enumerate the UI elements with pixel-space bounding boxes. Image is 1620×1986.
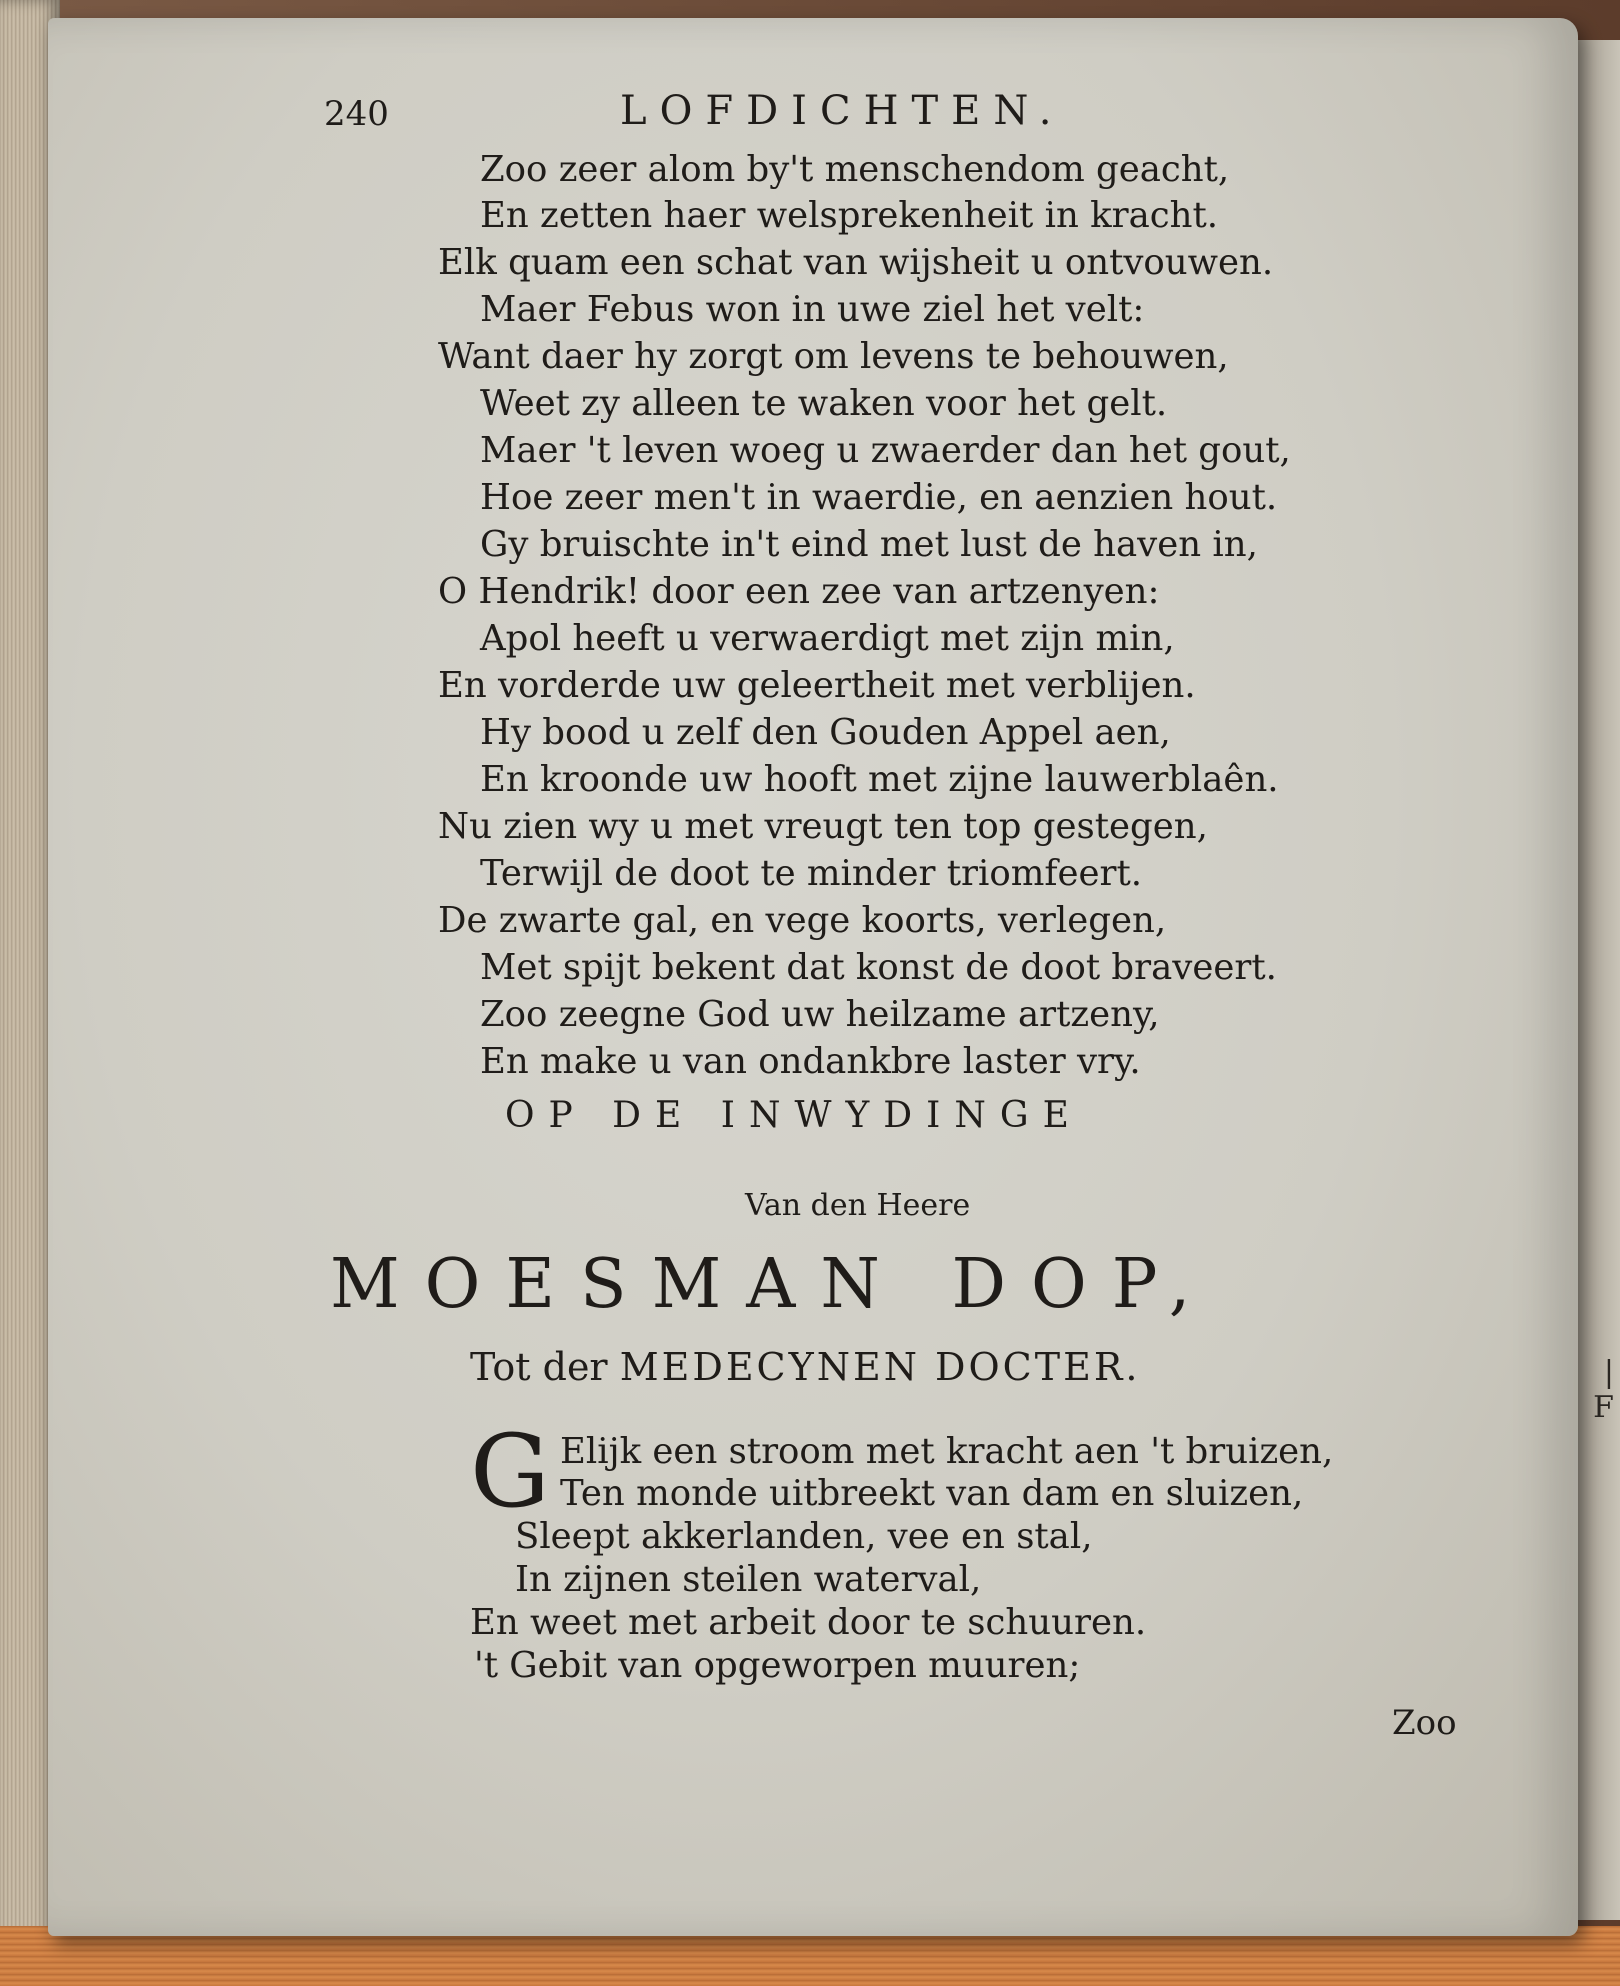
verse-line: Met spijt bekent dat konst de doot braveert. <box>480 947 1277 988</box>
verse-line: Sleept akkerlanden, vee en stal, <box>515 1516 1093 1557</box>
verse-line: Elijk een stroom met kracht aen 't bruizen, <box>560 1431 1334 1472</box>
page-number: 240 <box>324 94 389 134</box>
verse-line: 't Gebit van opgeworpen muuren; <box>474 1645 1081 1686</box>
poem-title-line-4 <box>470 1345 1141 1389</box>
verse-line: En weet met arbeit door te schuuren. <box>470 1602 1147 1643</box>
poem-title-line-1: OP DE INWYDINGE <box>505 1095 1083 1136</box>
verse-line: Ten monde uitbreekt van dam en sluizen, <box>560 1473 1304 1514</box>
verse-line: En vorderde uw geleertheit met verblijen. <box>438 665 1196 706</box>
verse-line: Maer Febus won in uwe ziel het velt: <box>480 289 1145 330</box>
facing-page-glyph: F <box>1593 1390 1614 1425</box>
verse-line: De zwarte gal, en vege koorts, verlegen, <box>438 900 1167 941</box>
verse-line: Terwijl de doot te minder triomfeert. <box>480 853 1143 894</box>
verse-line: Hoe zeer men't in waerdie, en aenzien hout. <box>480 477 1278 518</box>
verse-line: Gy bruischte in't eind met lust de haven in, <box>480 524 1258 565</box>
drop-cap: G <box>470 1413 550 1530</box>
verse-line: En zetten haer welsprekenheit in kracht. <box>480 195 1219 236</box>
verse-line: Nu zien wy u met vreugt ten top gestegen, <box>438 806 1208 847</box>
poem-title-line-2: Van den Heere <box>745 1188 971 1223</box>
facing-page-glyph: | <box>1603 1355 1614 1390</box>
verse-line: Maer 't leven woeg u zwaerder dan het gout, <box>480 430 1291 471</box>
verse-line: En kroonde uw hooft met zijne lauwerblaên. <box>480 759 1279 800</box>
poem-title-name: MOESMAN DOP, <box>330 1245 1216 1324</box>
verse-line: In zijnen steilen waterval, <box>515 1559 982 1600</box>
title-prefix: Tot der <box>470 1345 608 1389</box>
verse-line: En make u van ondankbre laster vry. <box>480 1041 1141 1082</box>
catchword: Zoo <box>1392 1703 1457 1743</box>
title-caps: MEDECYNEN DOCTER. <box>619 1345 1141 1389</box>
verse-line: Elk quam een schat van wijsheit u ontvouwen. <box>438 242 1274 283</box>
verse-line: Zoo zeegne God uw heilzame artzeny, <box>480 994 1160 1035</box>
verse-line: Apol heeft u verwaerdigt met zijn min, <box>480 618 1175 659</box>
verse-line: Hy bood u zelf den Gouden Appel aen, <box>480 712 1171 753</box>
verse-line: Weet zy alleen te waken voor het gelt. <box>480 383 1168 424</box>
verse-line: Want daer hy zorgt om levens te behouwen, <box>438 336 1229 377</box>
running-title: LOFDICHTEN. <box>620 88 1065 134</box>
verse-line: Zoo zeer alom by't menschendom geacht, <box>480 149 1230 190</box>
running-head <box>310 88 1410 148</box>
verse-line: O Hendrik! door een zee van artzenyen: <box>438 571 1160 612</box>
